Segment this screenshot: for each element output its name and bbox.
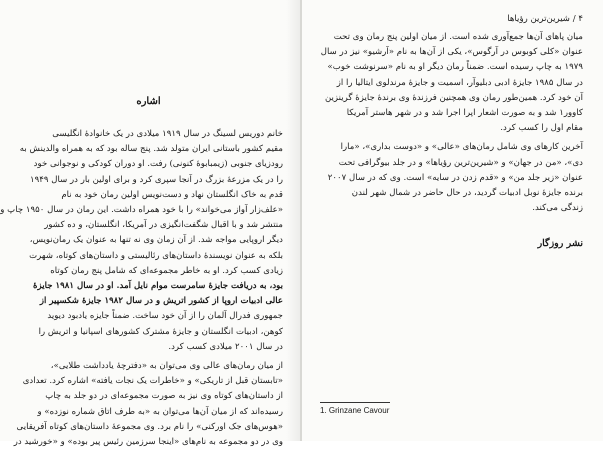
- text-line: آخرین کارهای وی شامل رمان‌های «عالی» و «دوست بداری»، «مارا: [340, 142, 583, 153]
- text-line: خانم دوریس لسینگ در سال ۱۹۱۹ میلادی در یک خانوادهٔ انگلیسی: [52, 129, 283, 139]
- text-line: دیگر اروپایی مواجه شد. از آن زمان وی نه تنها به عنوان یک رمان‌نویس،: [29, 235, 283, 246]
- left-page: [0, 0, 301, 448]
- right-paragraph-1: [320, 30, 583, 136]
- text-line: از داستان‌های کوتاه وی نیز به صورت مجموعه‌ای در دو جلد به چاپ: [45, 391, 283, 402]
- text-line: مقام اول را کسب کرد.: [500, 123, 583, 134]
- text-line: برنده جایزهٔ نوبل ادبیات گردید، در حال حاضر در شمال شهر لندن: [351, 188, 583, 199]
- text-line: رودزیای جنوبی (زیمبابوهٔ کنونی) رفت. او دوران کودکی و نوجوانی خود: [33, 159, 283, 170]
- text-line: عنوان «کلی کوبوس در آرگوس»، یکی از آن‌ها به نام «آرشیو» نیز در سال: [320, 47, 583, 58]
- section-title: اشاره: [136, 96, 161, 107]
- footnote: 1. Grinzane Cavour: [320, 406, 390, 415]
- text-line: دی»، «من در جهان» و «شیرین‌ترین رؤیاها» و در جلد بیوگرافی تحت: [338, 157, 583, 168]
- text-line: عنوان «زیر جلد من» و «قدم زدن در سایه» است. وی که در سال ۲۰۰۷: [327, 172, 583, 183]
- text-line: کوهن، ادبیات انگلستان و جایزهٔ مشترک کشورهای اسپانیا و اتریش را: [38, 326, 283, 337]
- text-line: قدم به خاک انگلستان نهاد و دست‌نویس اولین رمان خود به نام: [61, 189, 283, 200]
- text-line: زندگی می‌کند.: [532, 203, 583, 214]
- text-line: «علف‌زار آواز می‌خواند» را با خود همراه داشت. این رمان در سال ۱۹۵۰ چاپ و: [0, 205, 283, 216]
- text-line: میان پاهای آن‌ها جمع‌آوری شده است. از میان اولین پنج رمان وی تحت: [333, 32, 583, 42]
- running-head: ۴ / شیرین‌ترین رؤیاها: [507, 14, 583, 24]
- text-line: منتشر شد و با اقبال شگفت‌انگیزی در آمریکا، انگلستان، و ده کشور: [44, 220, 283, 231]
- text-line: زیادی کسب کرد. او به خاطر مجموعه‌ای که شامل پنج رمان کوتاه: [50, 265, 283, 276]
- text-line: «تابستان قبل از تاریکی» و «خاطرات یک نجات یافته» اشاره کرد. تعدادی: [22, 376, 283, 387]
- text-line: رسیده‌اند که از میان آن‌ها می‌توان به «به طرف اتاق شماره نوزده» و: [37, 406, 283, 417]
- text-line: بود، به دریافت جایزهٔ سامرست موام نایل آمد. او در سال ۱۹۸۱ جایزهٔ: [32, 281, 283, 292]
- text-line: از میان رمان‌های عالی وی می‌توان به «دفترچهٔ یادداشت طلایی»،: [50, 361, 283, 372]
- text-line: بلکه به عنوان نویسندهٔ داستان‌های رئالیستی و داستان‌های کوتاه، شهرت: [29, 250, 283, 261]
- right-paragraph-2: [327, 140, 583, 216]
- footnote-rule: [320, 402, 390, 403]
- text-line: آن خود کرد. همین‌طور رمان وی همچنین فرزندهٔ وی برندهٔ جایزهٔ گرینزین: [325, 92, 583, 103]
- left-paragraph-1: [0, 127, 283, 355]
- text-line: در سال ۲۰۰۱ میلادی کسب کرد.: [168, 341, 283, 352]
- text-line: مقیم کشور باستانی ایران متولد شد. پنج ساله بود که به همراه والدینش به: [19, 144, 283, 155]
- text-line: عالی ادبیات اروپا از کشور اتریش و در سال ۱۹۸۲ جایزهٔ شکسپیر از: [39, 296, 283, 307]
- text-line: «هوس‌های جک اورکنی» را نام برد. وی مجموعهٔ داستان‌های کوتاه آفریقایی: [16, 421, 283, 432]
- text-line: را در یک مزرعهٔ بزرگ در آنجا سپری کرد و برای اولین بار در سال ۱۹۴۹: [30, 174, 283, 185]
- text-line: جمهوری فدرال آلمان را از آن خود ساخت. ضمناً جایزه یادبود دیوید: [47, 311, 283, 322]
- right-page: [302, 0, 603, 441]
- page-shadow: [286, 0, 300, 441]
- text-line: وی در دو مجموعه به نام‌های «اینجا سرزمین رئیس پیر بوده» و «خورشید در: [13, 437, 283, 448]
- text-line: کاوور۱ شد و به صورت اشعار اپرا اجرا شد و در شهر هاستر آمریکا: [346, 108, 583, 119]
- publisher-signature: نشر روزگار: [537, 238, 583, 250]
- text-line: ۱۹۷۹ به چاپ رسیده است. ضمناً رمان دیگر او به نام «سرنوشت خوب»: [327, 62, 583, 73]
- left-paragraph-2: [14, 359, 283, 450]
- text-line: در سال ۱۹۸۵ جایزهٔ ادبی دبلیوآر، اسمیت و جایزهٔ مرندلوی ایتالیا را از: [336, 77, 583, 88]
